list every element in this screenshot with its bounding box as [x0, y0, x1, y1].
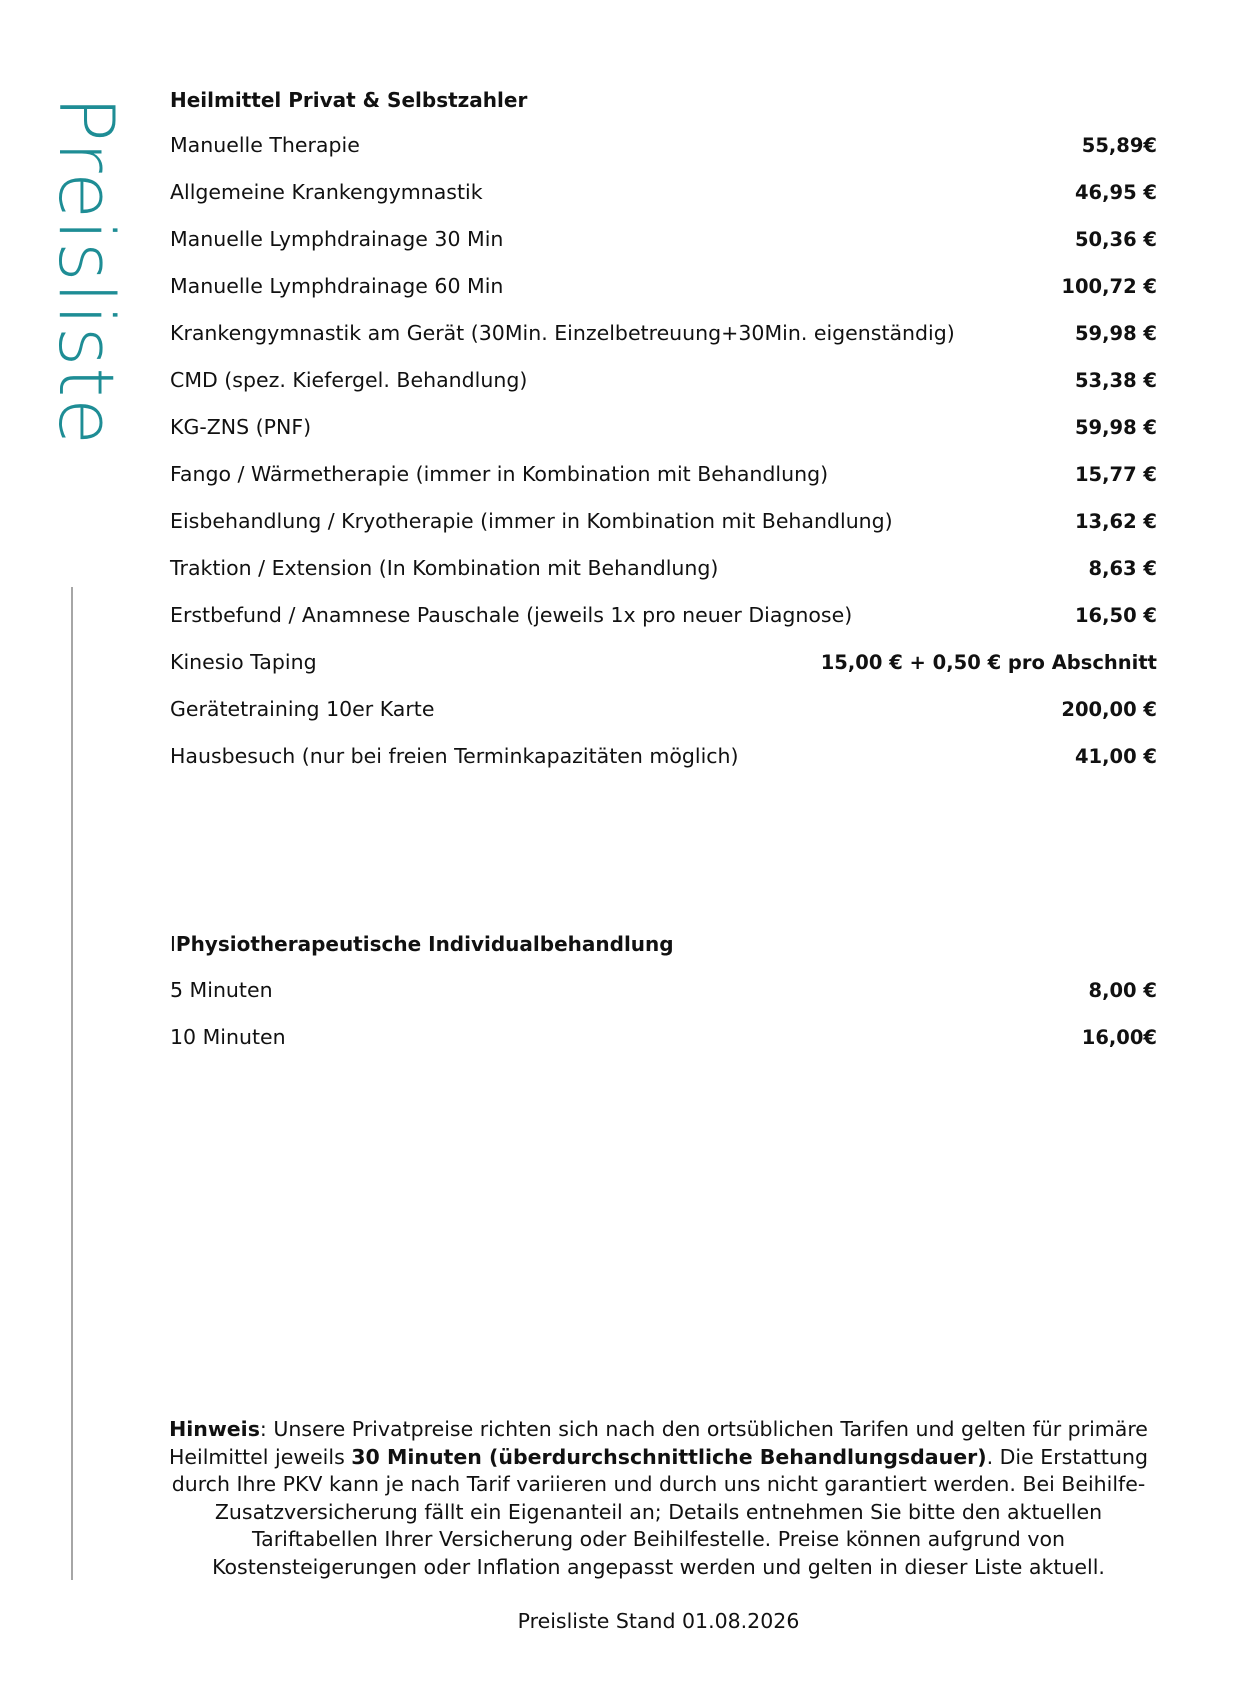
vertical-title-text: Preisliste: [42, 96, 131, 446]
service-price: 8,63 €: [1088, 556, 1157, 580]
service-label: Erstbefund / Anamnese Pauschale (jeweils 1x pro neuer Diagnose): [170, 603, 853, 627]
service-price: 13,62 €: [1074, 509, 1157, 533]
price-row: [170, 600, 1157, 630]
price-row: [170, 459, 1157, 489]
price-row: [170, 130, 1157, 160]
service-price: 15,77 €: [1074, 462, 1157, 486]
service-label: Eisbehandlung / Kryotherapie (immer in Kombination mit Behandlung): [170, 509, 893, 533]
section-title-heilmittel: Heilmittel Privat & Selbstzahler: [170, 88, 528, 112]
service-label: Manuelle Therapie: [170, 133, 360, 157]
note-text-2: . Die Erstattung durch Ihre PKV kann je nach Tarif variieren und durch uns nicht garantiert werden. Bei Beihilfe-Zusatzversicherung fällt ein Eigenanteil an; Details entnehmen Sie bitte den aktuellen Tariftabellen Ihrer Versicherung oder Beihilfestelle. Preise können aufgrund von Kostensteigerungen oder Inflation angepasst werden und gelten in dieser Liste aktuell.: [171, 1444, 1148, 1579]
price-row: [170, 975, 1157, 1005]
price-row: [170, 412, 1157, 442]
service-label: Hausbesuch (nur bei freien Terminkapazitäten möglich): [170, 744, 739, 768]
price-row: [170, 694, 1157, 724]
price-row: [170, 318, 1157, 348]
service-label: Allgemeine Krankengymnastik: [170, 180, 483, 204]
price-row: [170, 365, 1157, 395]
side-divider-line: [71, 587, 73, 1580]
price-row: [170, 1022, 1157, 1052]
note-paragraph: [160, 1416, 1157, 1581]
footer-date: Preisliste Stand 01.08.2026: [517, 1609, 800, 1633]
price-row: [170, 506, 1157, 536]
service-label: KG-ZNS (PNF): [170, 415, 312, 439]
service-label: Manuelle Lymphdrainage 30 Min: [170, 227, 504, 251]
service-price: 41,00 €: [1074, 744, 1157, 768]
note-text-1: : Unsere Privatpreise richten sich nach den ortsüblichen Tarifen und gelten für primäre Heilmittel jeweils: [169, 1417, 1148, 1469]
service-price: 59,98 €: [1074, 321, 1157, 345]
service-price: 59,98 €: [1074, 415, 1157, 439]
section-title-prefix: I: [170, 932, 176, 956]
service-price: 46,95 €: [1074, 180, 1157, 204]
service-price: 100,72 €: [1061, 274, 1157, 298]
service-label: Manuelle Lymphdrainage 60 Min: [170, 274, 504, 298]
price-row: [170, 271, 1157, 301]
service-price: 50,36 €: [1074, 227, 1157, 251]
note-emphasis: 30 Minuten (überdurchschnittliche Behandlungsdauer): [351, 1444, 987, 1469]
price-row: [170, 177, 1157, 207]
vertical-page-title: [42, 96, 131, 476]
service-label: Traktion / Extension (In Kombination mit Behandlung): [170, 556, 719, 580]
service-label: Fango / Wärmetherapie (immer in Kombination mit Behandlung): [170, 462, 829, 486]
service-price: 16,00€: [1081, 1025, 1157, 1049]
service-price: 53,38 €: [1074, 368, 1157, 392]
service-price: 8,00 €: [1088, 978, 1157, 1002]
section-title-text: Physiotherapeutische Individualbehandlung: [175, 932, 674, 956]
service-label: Krankengymnastik am Gerät (30Min. Einzelbetreuung+30Min. eigenständig): [170, 321, 955, 345]
service-label: 5 Minuten: [170, 978, 273, 1002]
price-row: [170, 553, 1157, 583]
note-label: Hinweis: [169, 1417, 260, 1441]
service-label: CMD (spez. Kiefergel. Behandlung): [170, 368, 528, 392]
service-label: Kinesio Taping: [170, 650, 317, 674]
price-row: [170, 741, 1157, 771]
service-price: 16,50 €: [1074, 603, 1157, 627]
service-price: 200,00 €: [1061, 697, 1157, 721]
service-label: 10 Minuten: [170, 1025, 286, 1049]
service-label: Gerätetraining 10er Karte: [170, 697, 435, 721]
price-row: [170, 647, 1157, 677]
section-title-individualbehandlung: [170, 932, 674, 956]
service-price: 55,89€: [1081, 133, 1157, 157]
price-row: [170, 224, 1157, 254]
service-price: 15,00 € + 0,50 € pro Abschnitt: [820, 650, 1157, 674]
